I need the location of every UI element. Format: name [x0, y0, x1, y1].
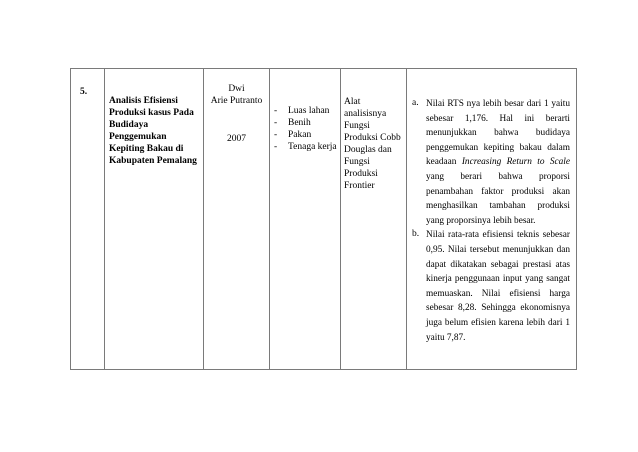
list-item: [274, 141, 340, 153]
publication-year: 2007: [227, 134, 246, 144]
result-marker: b.: [412, 229, 420, 240]
variables-cell: [270, 69, 341, 370]
table-row: [71, 69, 577, 370]
result-text-part: Nilai rata-rata efisiensi teknis sebesar 0,95. Nilai tersebut menunjukkan dan dapat dikatakan sebagai prestasi atas kinerja penggunaan input yang sangat memuaskan. Nilai efisiensi harga sebesar 8,28. Sehingga ekonomisnya juga belum efisien karena lebih dari 1 yaitu 7,87.: [426, 230, 570, 343]
list-item: [412, 97, 570, 228]
bullet-dash: -: [274, 118, 278, 128]
variable-label: Luas lahan: [288, 106, 330, 116]
author-cell: [204, 69, 270, 370]
analysis-tool: Alat analisisnya Fungsi Produksi Cobb Douglas dan Fungsi Produksi Frontier: [341, 69, 407, 370]
list-item: [412, 228, 570, 345]
bullet-dash: -: [274, 142, 278, 152]
bullet-dash: -: [274, 130, 278, 140]
variable-label: Benih: [288, 118, 311, 128]
author-last-name: Arie Putranto: [210, 96, 263, 106]
research-table: [70, 68, 577, 370]
result-text-part: yang berari bahwa proporsi penambahan faktor produksi akan menghasilkan tambahan produksi yang proporsinya lebih besar.: [426, 171, 570, 226]
result-text-italic: Increasing Return to Scale: [461, 157, 571, 168]
list-item: [274, 129, 340, 141]
result-text-part: Nilai RTS nya lebih besar dari 1 yaitu sebesar 1,176. Hal ini berarti menunjukkan bahwa budidaya penggemukan kepiting bakau dalam keadaan: [426, 99, 570, 168]
result-text: [426, 228, 570, 345]
variables-list: [274, 105, 340, 153]
bullet-dash: -: [274, 106, 278, 116]
results-list: [412, 97, 570, 345]
list-item: [274, 117, 340, 129]
variable-label: Pakan: [288, 130, 312, 140]
author-first-name: Dwi: [228, 84, 245, 94]
results-cell: [407, 69, 577, 370]
research-title: Analisis Efisiensi Produksi kasus Pada Budidaya Penggemukan Kepiting Bakau di Kabupaten Pemalang: [105, 69, 204, 370]
variable-label: Tenaga kerja: [288, 142, 337, 152]
list-item: [274, 105, 340, 117]
result-text: [426, 97, 570, 228]
result-marker: a.: [412, 98, 419, 108]
row-number: 5.: [71, 69, 105, 370]
